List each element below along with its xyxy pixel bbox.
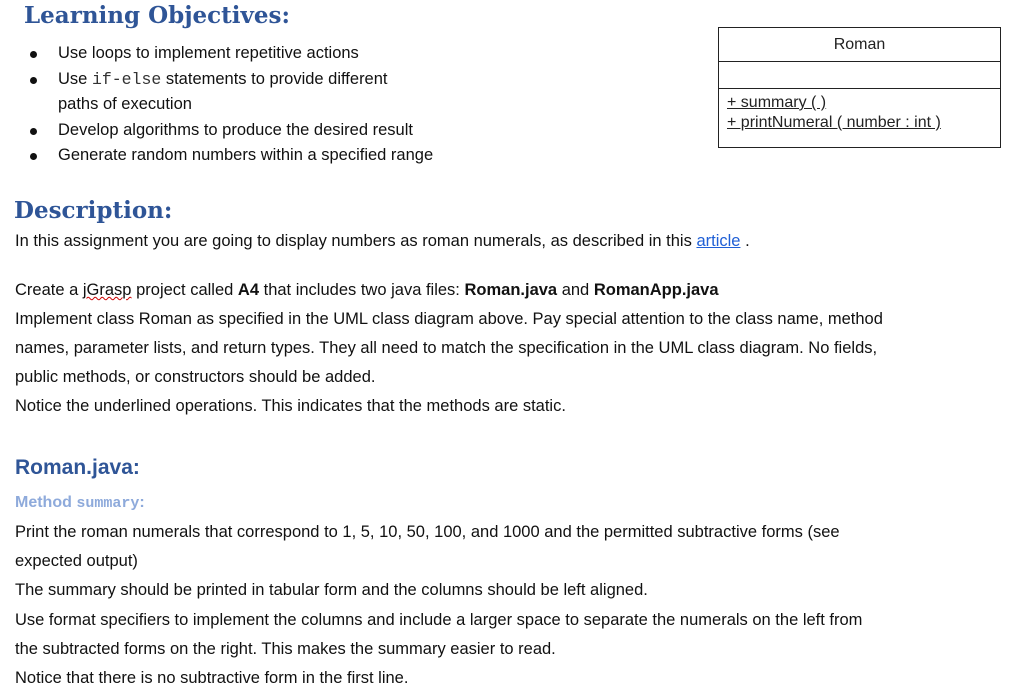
summary-paragraph: Print the roman numerals that correspond to 1, 5, 10, 50, 100, and 1000 and the permitted subtractive forms (see [15, 523, 840, 541]
method-summary-heading: Method summary: [15, 494, 145, 512]
objectives-list [24, 41, 484, 169]
code-if-else: if-else [91, 69, 162, 89]
uml-op-print-numeral: + printNumeral ( number : int ) [727, 114, 941, 131]
list-item: Develop algorithms to produce the desired result [24, 118, 484, 144]
list-item: Use if-else statements to provide different paths of execution [24, 67, 484, 118]
description-intro: In this assignment you are going to display numbers as roman numerals, as described in this article . [15, 232, 750, 250]
bullet-icon [30, 128, 37, 135]
description-paragraph: Notice the underlined operations. This indicates that the methods are static. [15, 397, 566, 415]
list-item: Use loops to implement repetitive actions [24, 41, 484, 67]
description-heading: Description: [14, 197, 173, 224]
description-paragraph: public methods, or constructors should be added. [15, 368, 376, 386]
article-link[interactable]: article [696, 232, 741, 250]
uml-op-summary: + summary ( ) [727, 94, 827, 111]
roman-java-heading: Roman.java: [15, 456, 140, 479]
uml-operations-section [719, 89, 1000, 133]
bullet-icon [30, 77, 37, 84]
summary-paragraph: Notice that there is no subtractive form in the first line. [15, 669, 409, 687]
summary-paragraph: Use format specifiers to implement the columns and include a larger space to separate the numerals on the left from [15, 611, 863, 629]
bullet-icon [30, 153, 37, 160]
uml-fields-section [719, 62, 1000, 89]
bullet-icon [30, 51, 37, 58]
summary-paragraph: The summary should be printed in tabular form and the columns should be left aligned. [15, 581, 648, 599]
list-item: Generate random numbers within a specified range [24, 143, 484, 169]
description-paragraph: Implement class Roman as specified in the UML class diagram above. Pay special attention to the class name, method [15, 310, 883, 328]
summary-paragraph: the subtracted forms on the right. This makes the summary easier to read. [15, 640, 556, 658]
description-paragraph: names, parameter lists, and return types. They all need to match the specification in the UML class diagram. No fields, [15, 339, 878, 357]
summary-paragraph: expected output) [15, 552, 138, 570]
uml-class-diagram [718, 27, 1001, 148]
uml-class-name: Roman [719, 28, 1000, 62]
learning-objectives-heading: Learning Objectives: [24, 2, 290, 29]
create-project-line: Create a jGrasp project called A4 that includes two java files: Roman.java and RomanApp.java [15, 281, 719, 299]
